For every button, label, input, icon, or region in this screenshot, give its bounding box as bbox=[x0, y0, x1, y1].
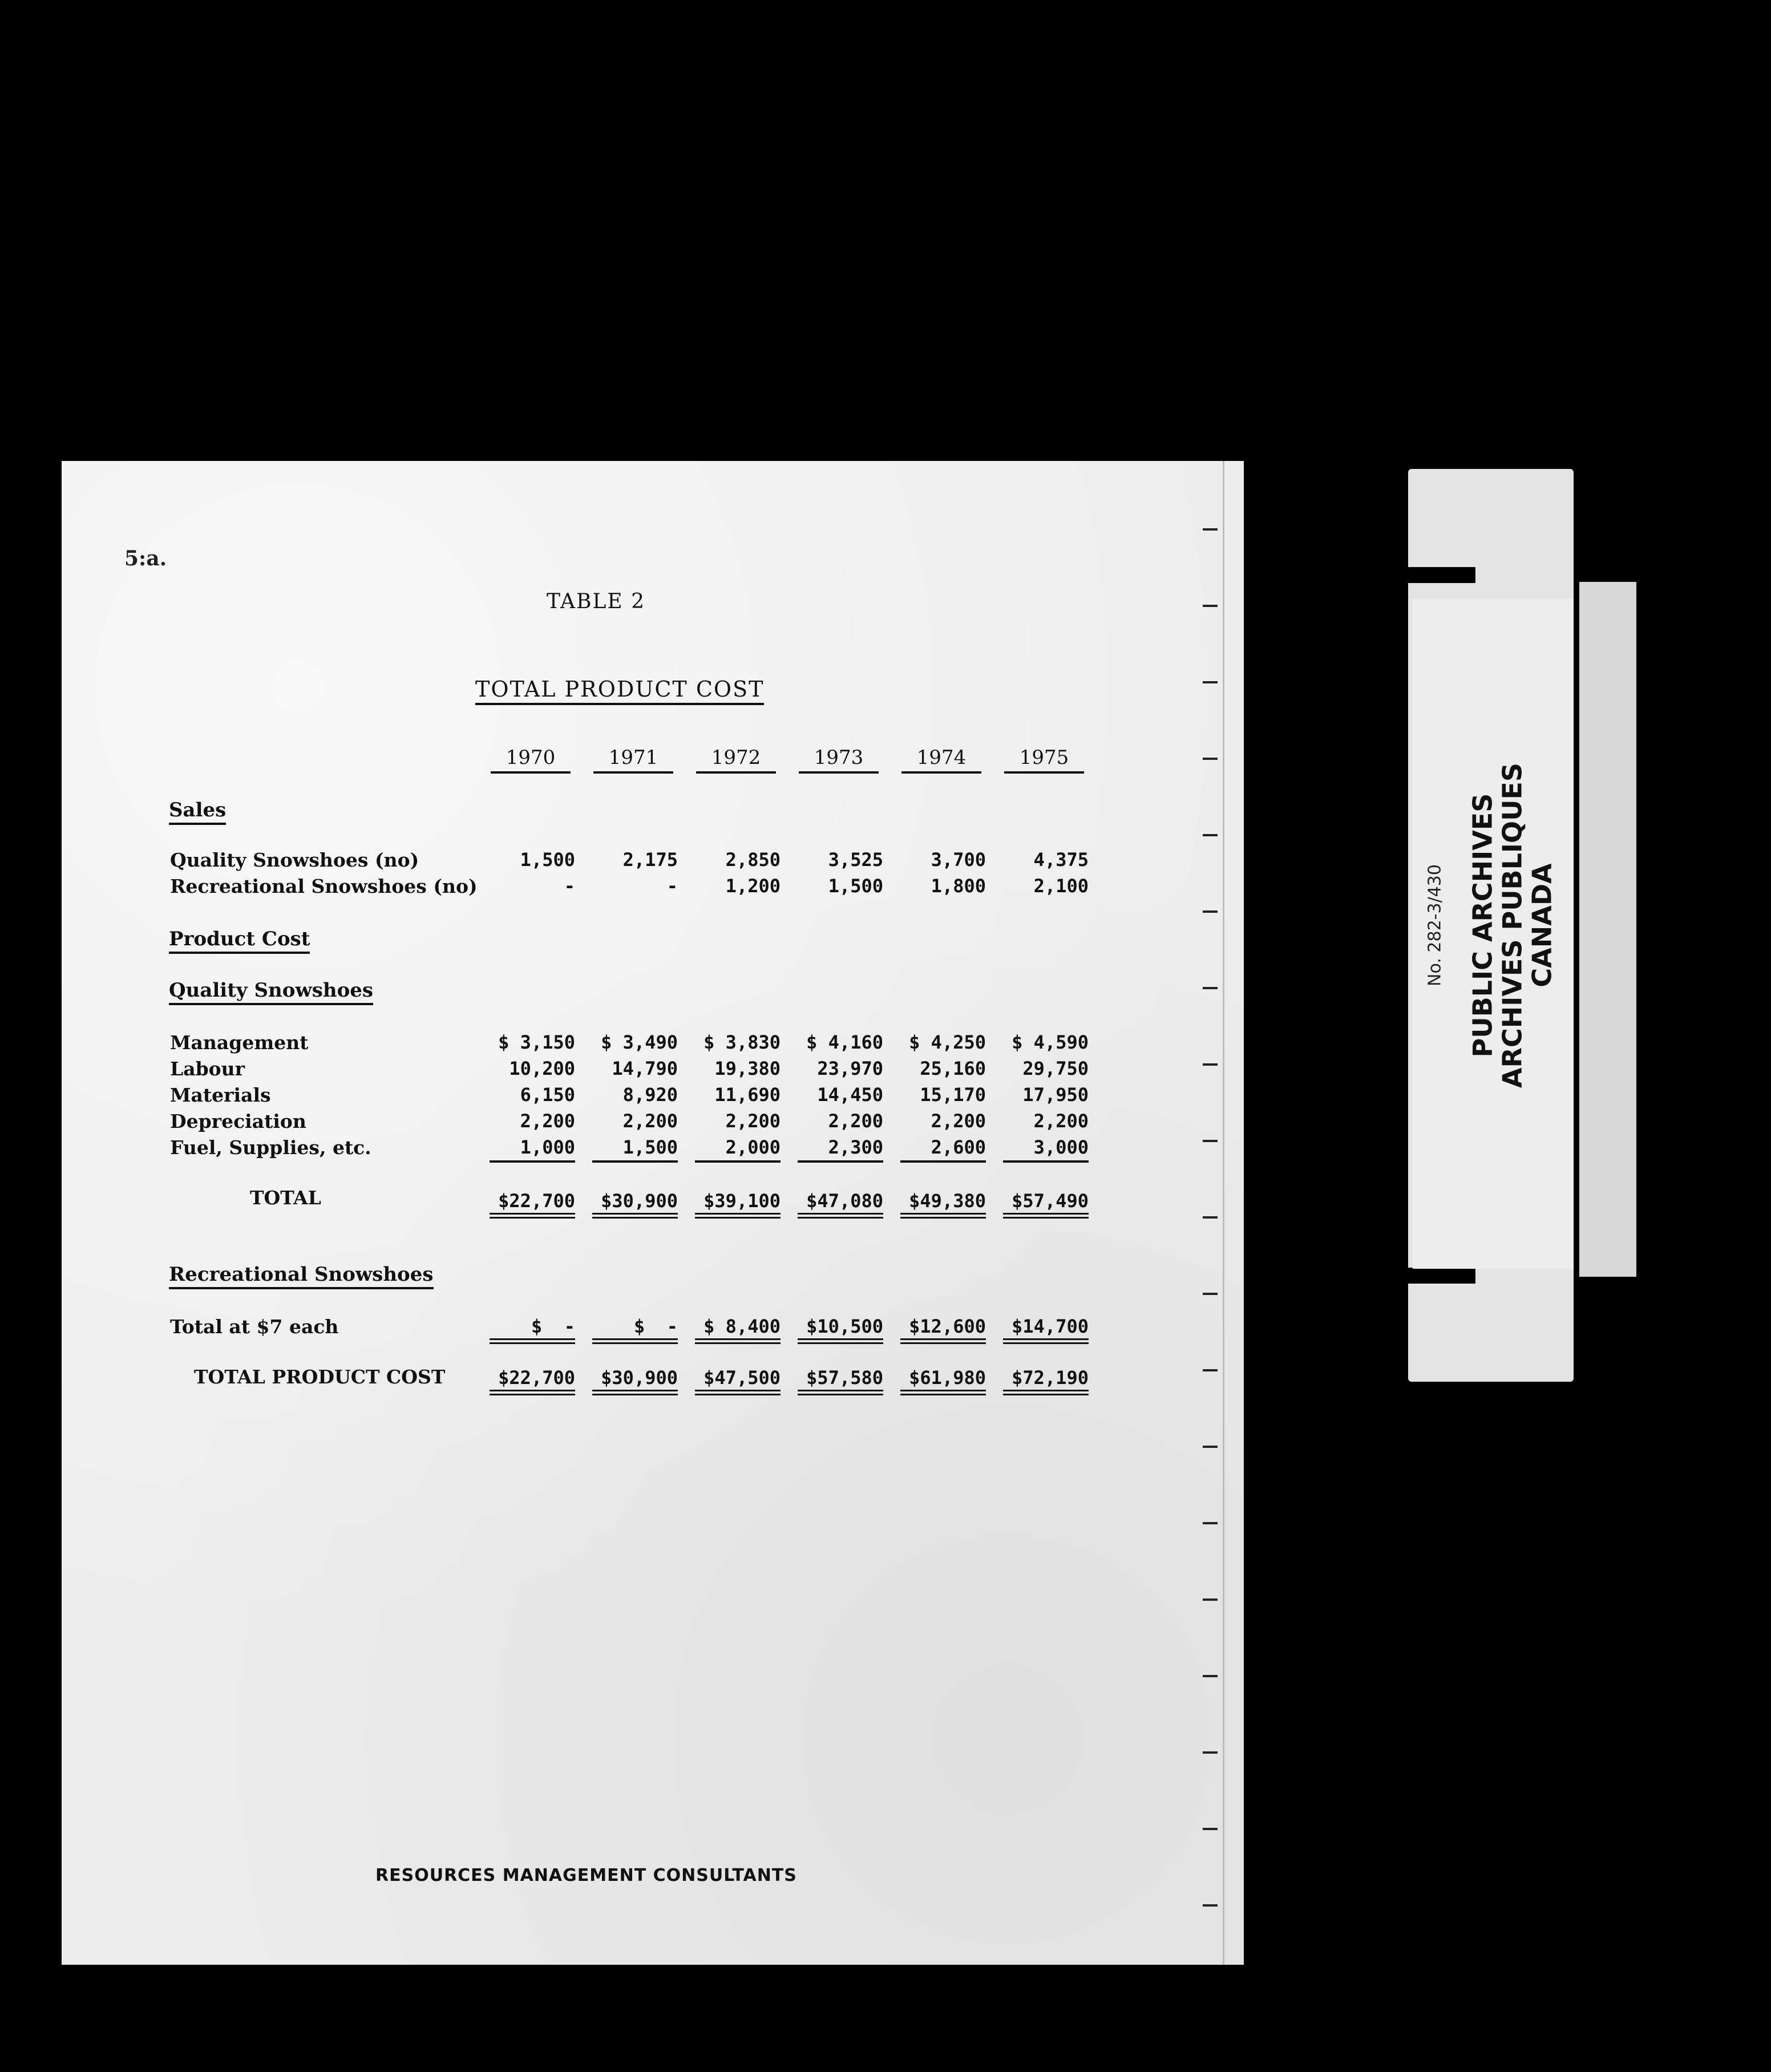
margin-tick bbox=[1203, 1063, 1218, 1066]
archive-name-en: PUBLIC ARCHIVES bbox=[1467, 793, 1498, 1058]
margin-tick bbox=[1203, 1369, 1218, 1371]
cell: 1,500 bbox=[520, 849, 575, 871]
cell: 10,200 bbox=[509, 1058, 575, 1079]
margin-tick bbox=[1203, 681, 1218, 683]
archive-country: CANADA bbox=[1526, 863, 1558, 988]
document-page bbox=[62, 461, 1244, 1965]
cell: $30,900 bbox=[592, 1367, 678, 1395]
margin-tick bbox=[1203, 758, 1218, 760]
cell: 1,200 bbox=[725, 875, 781, 897]
cell: 14,450 bbox=[817, 1084, 883, 1106]
year-header: 1971 bbox=[593, 746, 673, 774]
cell: $57,580 bbox=[798, 1367, 883, 1395]
cell: 8,920 bbox=[622, 1084, 678, 1106]
cell: 4,375 bbox=[1033, 849, 1089, 871]
cell: 17,950 bbox=[1022, 1084, 1089, 1106]
cell: - bbox=[564, 875, 575, 897]
margin-tick bbox=[1203, 605, 1218, 607]
cell: $14,700 bbox=[1003, 1316, 1089, 1344]
label-notch bbox=[1408, 567, 1475, 583]
cell: 6,150 bbox=[520, 1084, 575, 1106]
margin-tick bbox=[1203, 834, 1218, 836]
margin-tick bbox=[1203, 528, 1218, 531]
year-header: 1974 bbox=[901, 746, 981, 774]
cell: $ 4,590 bbox=[1012, 1031, 1089, 1053]
cell: 2,175 bbox=[622, 849, 678, 871]
row-label-recreational-sales: Recreational Snowshoes (no) bbox=[170, 875, 478, 897]
cell: $ - bbox=[592, 1316, 678, 1344]
section-product-cost: Product Cost bbox=[169, 928, 310, 954]
row-label-fuel-supplies: Fuel, Supplies, etc. bbox=[170, 1136, 371, 1159]
row-label-total: TOTAL bbox=[250, 1187, 321, 1209]
cell: $49,380 bbox=[900, 1190, 986, 1219]
cell: $47,500 bbox=[695, 1367, 781, 1395]
cell: 11,690 bbox=[714, 1084, 781, 1106]
cell: 19,380 bbox=[714, 1058, 781, 1079]
margin-tick bbox=[1203, 1293, 1218, 1295]
cell: $22,700 bbox=[490, 1367, 575, 1395]
cell: $ 4,160 bbox=[806, 1031, 883, 1053]
year-header: 1973 bbox=[799, 746, 879, 774]
cell: 3,000 bbox=[1003, 1136, 1089, 1163]
cell: 14,790 bbox=[612, 1058, 678, 1079]
cell: 2,000 bbox=[695, 1136, 781, 1163]
margin-tick bbox=[1203, 987, 1218, 989]
cell: 2,200 bbox=[520, 1110, 575, 1132]
year-header: 1970 bbox=[491, 746, 571, 774]
margin-tick bbox=[1203, 1522, 1218, 1524]
footer-letterhead: RESOURCES MANAGEMENT CONSULTANTS bbox=[375, 1865, 797, 1885]
margin-tick bbox=[1203, 1751, 1218, 1754]
cell: - bbox=[666, 875, 678, 897]
margin-tick bbox=[1203, 1140, 1218, 1142]
archive-label bbox=[1408, 469, 1636, 1382]
row-label-total-at-7: Total at $7 each bbox=[170, 1316, 339, 1338]
section-recreational-snowshoes: Recreational Snowshoes bbox=[169, 1263, 434, 1289]
cell: 2,200 bbox=[828, 1110, 883, 1132]
table-label: TABLE 2 bbox=[547, 590, 646, 613]
cell: $ 4,250 bbox=[909, 1031, 986, 1053]
margin-tick bbox=[1203, 1675, 1218, 1677]
archive-reference-number: No. 282-3/430 bbox=[1425, 864, 1445, 986]
margin-rule bbox=[1223, 461, 1224, 1965]
page-number: 5:a. bbox=[124, 547, 167, 570]
margin-tick bbox=[1203, 1446, 1218, 1448]
cell: 2,300 bbox=[798, 1136, 883, 1163]
cell: 25,160 bbox=[920, 1058, 986, 1079]
cell: 1,500 bbox=[592, 1136, 678, 1163]
year-header: 1972 bbox=[696, 746, 776, 774]
margin-tick bbox=[1203, 1904, 1218, 1907]
year-header: 1975 bbox=[1004, 746, 1084, 774]
row-label-depreciation: Depreciation bbox=[170, 1110, 306, 1132]
archive-name-fr: ARCHIVES PUBLIQUES bbox=[1497, 762, 1528, 1088]
row-label-management: Management bbox=[170, 1031, 309, 1054]
cell: 1,800 bbox=[931, 875, 986, 897]
row-label-total-product-cost: TOTAL PRODUCT COST bbox=[194, 1366, 446, 1388]
cell: $47,080 bbox=[798, 1190, 883, 1219]
section-sales: Sales bbox=[169, 799, 226, 825]
cell: 2,200 bbox=[622, 1110, 678, 1132]
cell: 1,000 bbox=[490, 1136, 575, 1163]
margin-tick bbox=[1203, 1598, 1218, 1601]
margin-tick bbox=[1203, 1828, 1218, 1830]
cell: $61,980 bbox=[900, 1367, 986, 1395]
label-notch bbox=[1408, 1268, 1475, 1284]
table-title: TOTAL PRODUCT COST bbox=[475, 677, 764, 705]
row-label-quality-sales: Quality Snowshoes (no) bbox=[170, 849, 419, 871]
cell: $ 8,400 bbox=[695, 1316, 781, 1344]
cell: 23,970 bbox=[817, 1058, 883, 1079]
archive-label-flap bbox=[1579, 582, 1636, 1277]
cell: 2,200 bbox=[931, 1110, 986, 1132]
cell: 2,100 bbox=[1033, 875, 1089, 897]
cell: 1,500 bbox=[828, 875, 883, 897]
cell: 2,850 bbox=[725, 849, 781, 871]
margin-tick bbox=[1203, 910, 1218, 913]
cell: $39,100 bbox=[695, 1190, 781, 1219]
archive-label-text bbox=[1425, 763, 1557, 1088]
row-label-materials: Materials bbox=[170, 1084, 271, 1106]
cell: 2,600 bbox=[900, 1136, 986, 1163]
cell: $ 3,150 bbox=[498, 1031, 575, 1053]
cell: $22,700 bbox=[490, 1190, 575, 1219]
cell: 2,200 bbox=[725, 1110, 781, 1132]
cell: $ 3,830 bbox=[703, 1031, 781, 1053]
section-quality-snowshoes: Quality Snowshoes bbox=[169, 979, 373, 1005]
cell: $30,900 bbox=[592, 1190, 678, 1219]
cell: $ 3,490 bbox=[601, 1031, 678, 1053]
margin-tick bbox=[1203, 1216, 1218, 1219]
cell: 3,700 bbox=[931, 849, 986, 871]
cell: $10,500 bbox=[798, 1316, 883, 1344]
cell: $72,190 bbox=[1003, 1367, 1089, 1395]
cell: 29,750 bbox=[1022, 1058, 1089, 1079]
cell: 15,170 bbox=[920, 1084, 986, 1106]
cell: $ - bbox=[490, 1316, 575, 1344]
cell: $57,490 bbox=[1003, 1190, 1089, 1219]
archive-label-card bbox=[1408, 469, 1574, 1382]
row-label-labour: Labour bbox=[170, 1058, 245, 1080]
cell: 2,200 bbox=[1033, 1110, 1089, 1132]
cell: 3,525 bbox=[828, 849, 883, 871]
cell: $12,600 bbox=[900, 1316, 986, 1344]
